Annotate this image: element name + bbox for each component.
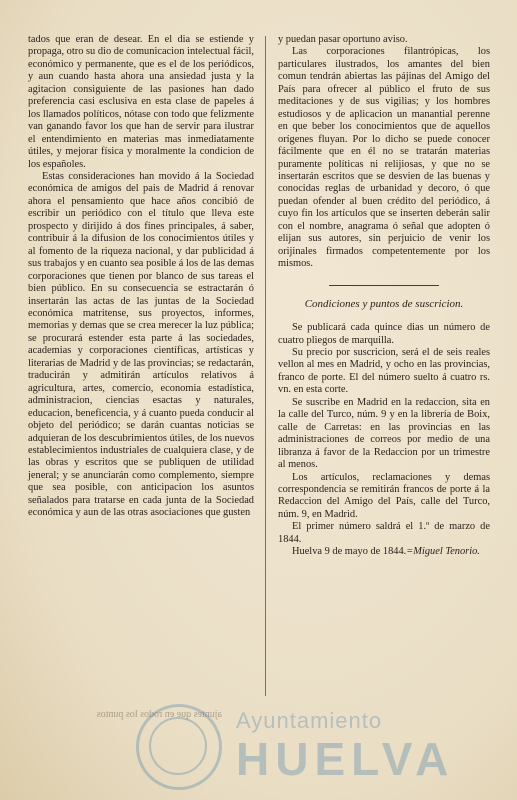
left-paragraph-1: tados que eran de desear. En el dia se estiende y propaga, otro su dio de comunicacion intelectual fácil, económico y permanente, que es el de los periódicos, y aun cuando hasta ahora una ansiedad justa y la agitacion consiguiente de las pasiones han dado preferencia casi esclusiva en esta clase de papeles á los llamados políticos, nótase con todo que felizmente van ganando favor los que han de servir para ilustrar el entendimiento en materias mas inmediatamente útiles, y mejorar física y moralmente la condicion de los españoles. (28, 34, 254, 170)
bleed-through-text: ajuntes que en rodos los puntos (96, 709, 222, 720)
left-column (28, 34, 254, 520)
condition-2: Su precio por suscricion, será el de seis reales vellon al mes en Madrid, y ocho en las provincias, franco de porte. El del número suelto á cuatro rs. vn. en esta corte. (278, 346, 490, 396)
section-divider (329, 285, 439, 286)
right-column (278, 34, 490, 559)
signature-date: Huelva 9 de mayo de 1844. (292, 546, 407, 558)
watermark-line-1: Ayuntamiento (236, 708, 383, 733)
conditions-heading: Condiciones y puntos de suscricion. (304, 297, 464, 310)
signature-line (278, 546, 490, 558)
condition-1: Se publicará cada quince dias un número de cuatro pliegos de marquilla. (278, 322, 490, 346)
column-divider (265, 36, 266, 696)
condition-3: Se suscribe en Madrid en la redaccion, sita en la calle del Turco, núm. 9 y en la librería de Boix, calle de Carretas: en las provincias en las administraciones de correos por medio de una libranza á favor de la Redaccion por un trimestre al menos. (278, 396, 490, 471)
condition-4: Los artículos, reclamaciones y demas correspondencia se remitirán francos de porte á la Redaccion del Amigo del País, calle del Turco, núm. 9, en Madrid. (278, 471, 490, 520)
right-paragraph-2: Las corporaciones filantrópicas, los particulares ilustrados, los amantes del bien comun tendrán abiertas las pájinas del Amigo del País para ofrecer al público el fruto de sus meditaciones y de sus vigilias; y los hombres estudiosos y de aplicacion un manantial perenne en que beber los conocimientos que de aquellos orígenes fluyan. Por lo dicho se puede conocer fácilmente que en él no se tratarán materias puramente políticas ni relijiosas, y que no se insertarán escritos que se desvien de las buenas y conocidas reglas de urbanidad y decoro, ó que puedan ofender al buen crédito del periódico, á cuyo fin los artículos que se inserten deberán salir con el nombre, anagrama ó señal que adopten ó elijan sus autores, sin perjuicio de venir los orijinales firmados competentemente por los mismos. (278, 46, 490, 270)
condition-5: El primer número saldrá el 1.º de marzo de 1844. (278, 521, 490, 545)
signature-name: =Miguel Tenorio. (406, 546, 480, 558)
watermark-line-2: HUELVA (236, 733, 455, 785)
right-paragraph-1: y puedan pasar oportuno aviso. (278, 34, 408, 45)
left-paragraph-2: Estas consideraciones han movido á la Sociedad económica de amigos del pais de Madrid á renovar ahora el pensamiento que hace años concibió de escribir un periódico con el título que lleva este prospecto y dirijido á dos fines principales, á saber, contribuir á la difusion de los conocimientos útiles y al fomento de la riqueza nacional, y dar publicidad á sus trabajos y en cuanto sea posible á los de las demas corporaciones que tienen por blanco de sus tareas el bien público. En su consecuencia se estractarán ó insertarán las actas de las juntas de la Sociedad económica matritense, sus proyectos, informes, memorias y demas que se crea merecer la luz pública; se procurará estender esta parte á las sociedades, academias y corporaciones científicas, artísticas y literarias de Madrid y de las provincias; se redactarán, traducirán y admitirán artículos relativos á agricultura, artes, comercio, economia estadística, administracion, ciencias esactas y naturales, educacion, beneficencia, y á cuanto pueda conducir al objeto del periódico; se darán cuantas noticias se adquieran de los descubrimientos útiles, de los nuevos establecimientos industriales de cualquiera clase, y de las obras y escritos que se publiquen de utilidad jeneral; y se anunciarán como complemento, siempre que sea posible, con anticipacion los asuntos señalados para tratarse en cada junta de la Sociedad económica y aun de las otras asociaciones que gusten (28, 170, 254, 519)
